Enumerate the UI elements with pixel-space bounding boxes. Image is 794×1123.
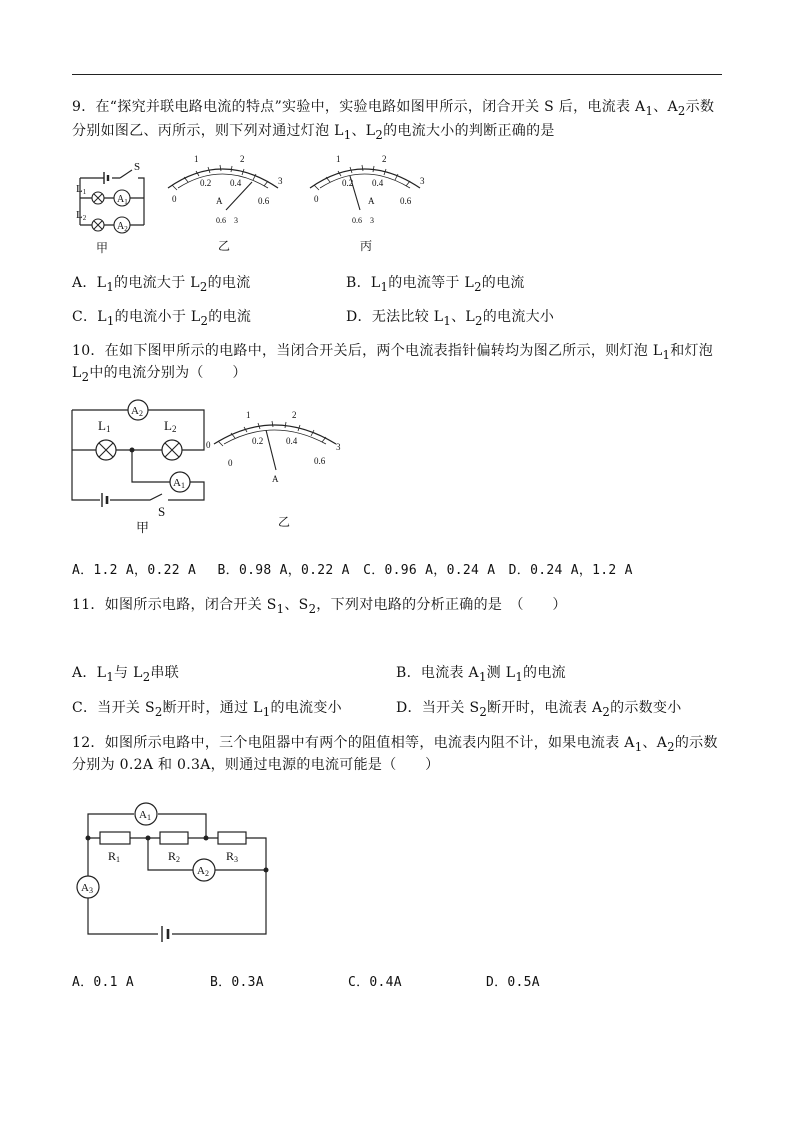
q12-option-d[interactable]: D．0.5A bbox=[486, 975, 540, 990]
q9-figure-yi-ammeter bbox=[160, 148, 290, 258]
svg-text:0.4: 0.4 bbox=[230, 178, 242, 188]
q9-option-d[interactable]: D．无法比较 $L_1$、$L_2$的电流大小 bbox=[346, 309, 555, 328]
svg-text:A1: A1 bbox=[173, 477, 185, 490]
q10-figure-yi-ammeter bbox=[206, 404, 346, 530]
svg-text:3: 3 bbox=[234, 216, 238, 225]
svg-text:L1: L1 bbox=[76, 183, 87, 196]
q12-figure-circuit bbox=[76, 809, 276, 950]
q11-option-c[interactable]: C．当开关 $S_2$断开时，通过 $L_1$的电流变小 bbox=[72, 700, 342, 719]
svg-text:A3: A3 bbox=[81, 882, 93, 895]
q12-option-b[interactable]: B．0.3A bbox=[210, 975, 264, 990]
q10-figure-jia-circuit bbox=[70, 396, 210, 538]
svg-text:3: 3 bbox=[370, 216, 374, 225]
q9-option-b[interactable]: B．$L_1$的电流等于 $L_2$的电流 bbox=[346, 275, 525, 294]
svg-text:0.4: 0.4 bbox=[372, 178, 384, 188]
svg-text:0.2: 0.2 bbox=[342, 178, 354, 188]
svg-text:L2: L2 bbox=[164, 418, 177, 434]
svg-text:0.6: 0.6 bbox=[400, 196, 412, 206]
svg-text:3: 3 bbox=[278, 176, 283, 186]
q11-option-d[interactable]: D．当开关 $S_2$断开时，电流表 $A_2$的示数变小 bbox=[396, 700, 682, 719]
q9-option-a[interactable]: A．$L_1$的电流大于 $L_2$的电流 bbox=[72, 275, 251, 294]
q9-option-c[interactable]: C．$L_1$的电流小于 $L_2$的电流 bbox=[72, 309, 252, 328]
svg-text:0.6: 0.6 bbox=[216, 216, 226, 225]
q9-stem-line2: 分别如图乙、丙所示，则下列对通过灯泡 $L_1$、$L_2$的电流大小的判断正确的是 bbox=[72, 123, 555, 142]
svg-text:R2: R2 bbox=[168, 849, 181, 864]
q12-stem-line1: 12．如图所示电路中，三个电阻器中有两个的阻值相等，电流表内阻不计，如果电流表 $A_1$、$A_2$的示数 bbox=[72, 735, 718, 754]
svg-text:L1: L1 bbox=[98, 418, 111, 434]
svg-text:0: 0 bbox=[172, 194, 177, 204]
q10-options[interactable]: A．1.2 A，0.22 A B．0.98 A，0.22 A C．0.96 A，0.24 A D．0.24 A，1.2 A bbox=[72, 563, 633, 578]
svg-text:2: 2 bbox=[382, 154, 387, 164]
svg-text:0.2: 0.2 bbox=[252, 436, 264, 446]
svg-text:0.6: 0.6 bbox=[314, 456, 326, 466]
svg-text:A2: A2 bbox=[131, 405, 143, 418]
svg-text:R3: R3 bbox=[226, 849, 239, 864]
svg-text:A2: A2 bbox=[197, 865, 209, 878]
q12-option-a[interactable]: A．0.1 A bbox=[72, 975, 135, 990]
svg-text:1: 1 bbox=[336, 154, 341, 164]
svg-text:A1: A1 bbox=[139, 809, 151, 822]
svg-text:A: A bbox=[368, 196, 375, 206]
svg-text:R1: R1 bbox=[108, 849, 121, 864]
svg-text:3: 3 bbox=[420, 176, 425, 186]
svg-text:0.6: 0.6 bbox=[258, 196, 270, 206]
q12-stem-line2: 分别为 0.2A 和 0.3A，则通过电源的电流可能是（ ） bbox=[72, 757, 440, 773]
svg-text:A1: $A_1$ bbox=[117, 194, 128, 206]
svg-text:S: S bbox=[134, 161, 141, 173]
fig-jia-caption: 甲 bbox=[136, 520, 150, 535]
svg-text:0.2: 0.2 bbox=[200, 178, 212, 188]
svg-text:1: 1 bbox=[194, 154, 199, 164]
svg-text:2: 2 bbox=[240, 154, 245, 164]
svg-text:A2: $A_2$ bbox=[117, 221, 128, 233]
svg-text:0.6: 0.6 bbox=[352, 216, 362, 225]
svg-text:2: 2 bbox=[292, 410, 297, 420]
q10-stem-line2: $L_2$中的电流分别为（ ） bbox=[72, 365, 247, 384]
svg-text:A: A bbox=[216, 196, 223, 206]
q11-stem: 11．如图所示电路，闭合开关 $S_1$、$S_2$，下列对电路的分析正确的是 （ ） bbox=[72, 597, 567, 616]
q10-stem-line1: 10．在如下图甲所示的电路中，当闭合开关后，两个电流表指针偏转均为图乙所示，则灯泡 $L_1$和灯泡 bbox=[72, 343, 714, 362]
svg-text:3: 3 bbox=[336, 442, 341, 452]
svg-text:0.4: 0.4 bbox=[286, 436, 298, 446]
fig-yi-caption: 乙 bbox=[218, 239, 231, 253]
svg-text:0: 0 bbox=[206, 440, 211, 450]
q12-option-c[interactable]: C．0.4A bbox=[348, 975, 402, 990]
svg-text:A: A bbox=[272, 474, 279, 484]
fig-bing-caption: 丙 bbox=[360, 239, 373, 253]
q9-figure-bing-ammeter bbox=[302, 148, 432, 258]
q9-figure-jia-circuit bbox=[72, 150, 152, 260]
q11-option-a[interactable]: A．$L_1$与 $L_2$串联 bbox=[72, 665, 180, 684]
svg-text:L2: L2 bbox=[76, 209, 87, 222]
fig-yi-caption: 乙 bbox=[278, 515, 291, 529]
header-rule bbox=[72, 74, 722, 75]
fig-jia-caption: 甲 bbox=[96, 241, 109, 255]
q9-stem-line1: 9．在“探究并联电路电流的特点”实验中，实验电路如图甲所示，闭合开关 S 后，电流表 $A_1$、$A_2$示数 bbox=[72, 99, 715, 118]
svg-text:0: 0 bbox=[228, 458, 233, 468]
svg-text:0: 0 bbox=[314, 194, 319, 204]
q11-option-b[interactable]: B．电流表 $A_1$测 $L_1$的电流 bbox=[396, 665, 566, 684]
svg-text:1: 1 bbox=[246, 410, 251, 420]
svg-text:S: S bbox=[158, 504, 166, 519]
